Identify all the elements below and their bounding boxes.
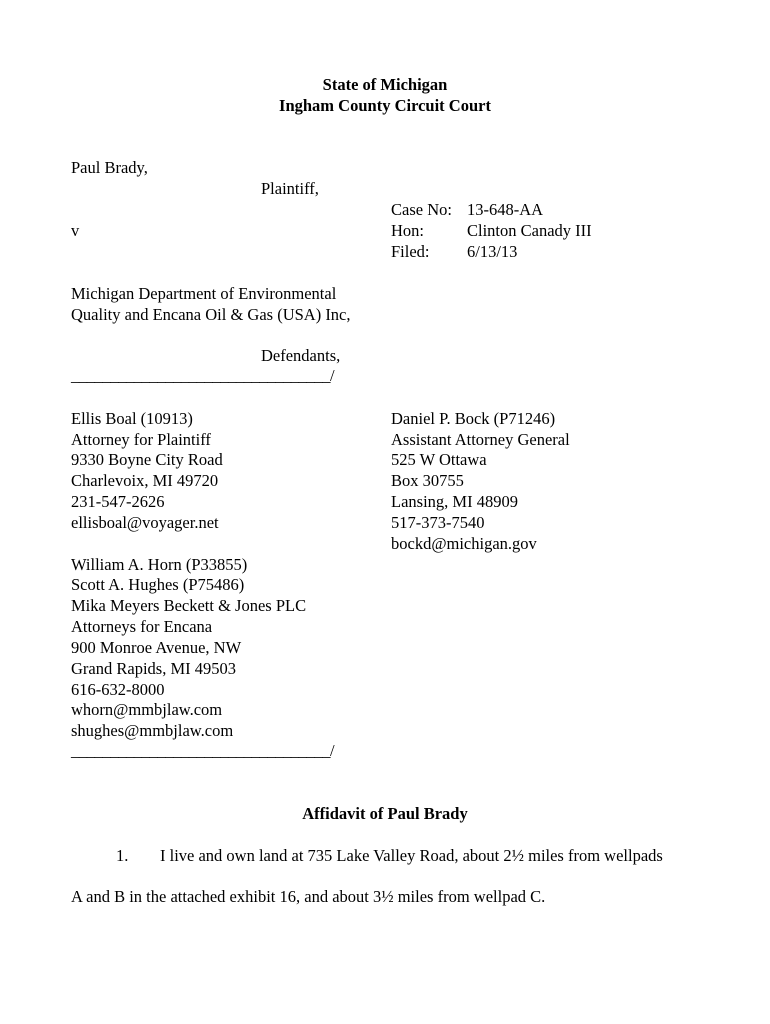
encana-attorney-name-1: William A. Horn (P33855)	[71, 555, 248, 574]
plaintiff-attorney-phone: 231-547-2626	[71, 492, 165, 511]
case-no-label: Case No:	[391, 200, 452, 219]
state-attorney-name: Daniel P. Bock (P71246)	[391, 409, 556, 428]
encana-attorney-role: Attorneys for Encana	[71, 617, 213, 636]
state-attorney-phone: 517-373-7540	[391, 513, 485, 532]
paragraph-1-line-2: A and B in the attached exhibit 16, and about 3½ miles from wellpad C.	[71, 887, 546, 906]
plaintiff-attorney-role: Attorney for Plaintiff	[71, 430, 211, 449]
state-attorney-box: Box 30755	[391, 471, 464, 490]
plaintiff-name: Paul Brady,	[71, 158, 148, 177]
versus: v	[71, 221, 80, 240]
encana-attorney-city: Grand Rapids, MI 49503	[71, 659, 236, 678]
encana-law-firm: Mika Meyers Beckett & Jones PLC	[71, 596, 307, 615]
encana-attorney-email-2: shughes@mmbjlaw.com	[71, 721, 234, 740]
plaintiff-attorney-name: Ellis Boal (10913)	[71, 409, 193, 428]
state-attorney-city: Lansing, MI 48909	[391, 492, 518, 511]
hon-label: Hon:	[391, 221, 424, 240]
attorney-separator: _________________________________/	[71, 741, 335, 760]
caption-separator: _________________________________/	[71, 366, 335, 385]
plaintiff-attorney-email: ellisboal@voyager.net	[71, 513, 219, 532]
filed-value: 6/13/13	[467, 242, 518, 261]
court-heading: Ingham County Circuit Court	[279, 96, 491, 115]
defendants-label: Defendants,	[261, 346, 341, 365]
hon-value: Clinton Canady III	[467, 221, 592, 240]
state-heading: State of Michigan	[322, 75, 448, 94]
state-attorney-email: bockd@michigan.gov	[391, 534, 537, 553]
state-attorney-street: 525 W Ottawa	[391, 450, 487, 469]
filed-label: Filed:	[391, 242, 430, 261]
encana-attorney-name-2: Scott A. Hughes (P75486)	[71, 575, 245, 594]
paragraph-number: 1.	[116, 846, 129, 865]
affidavit-title: Affidavit of Paul Brady	[302, 804, 468, 823]
defendant-line-1: Michigan Department of Environmental	[71, 284, 337, 303]
plaintiff-attorney-city: Charlevoix, MI 49720	[71, 471, 219, 490]
encana-attorney-phone: 616-632-8000	[71, 680, 165, 699]
plaintiff-label: Plaintiff,	[261, 179, 319, 198]
paragraph-1-line-1: I live and own land at 735 Lake Valley Road, about 2½ miles from wellpads	[160, 846, 663, 865]
case-no-value: 13-648-AA	[467, 200, 544, 219]
defendant-line-2: Quality and Encana Oil & Gas (USA) Inc,	[71, 305, 351, 324]
encana-attorney-email-1: whorn@mmbjlaw.com	[71, 700, 223, 719]
encana-attorney-street: 900 Monroe Avenue, NW	[71, 638, 242, 657]
plaintiff-attorney-street: 9330 Boyne City Road	[71, 450, 223, 469]
state-attorney-role: Assistant Attorney General	[391, 430, 570, 449]
